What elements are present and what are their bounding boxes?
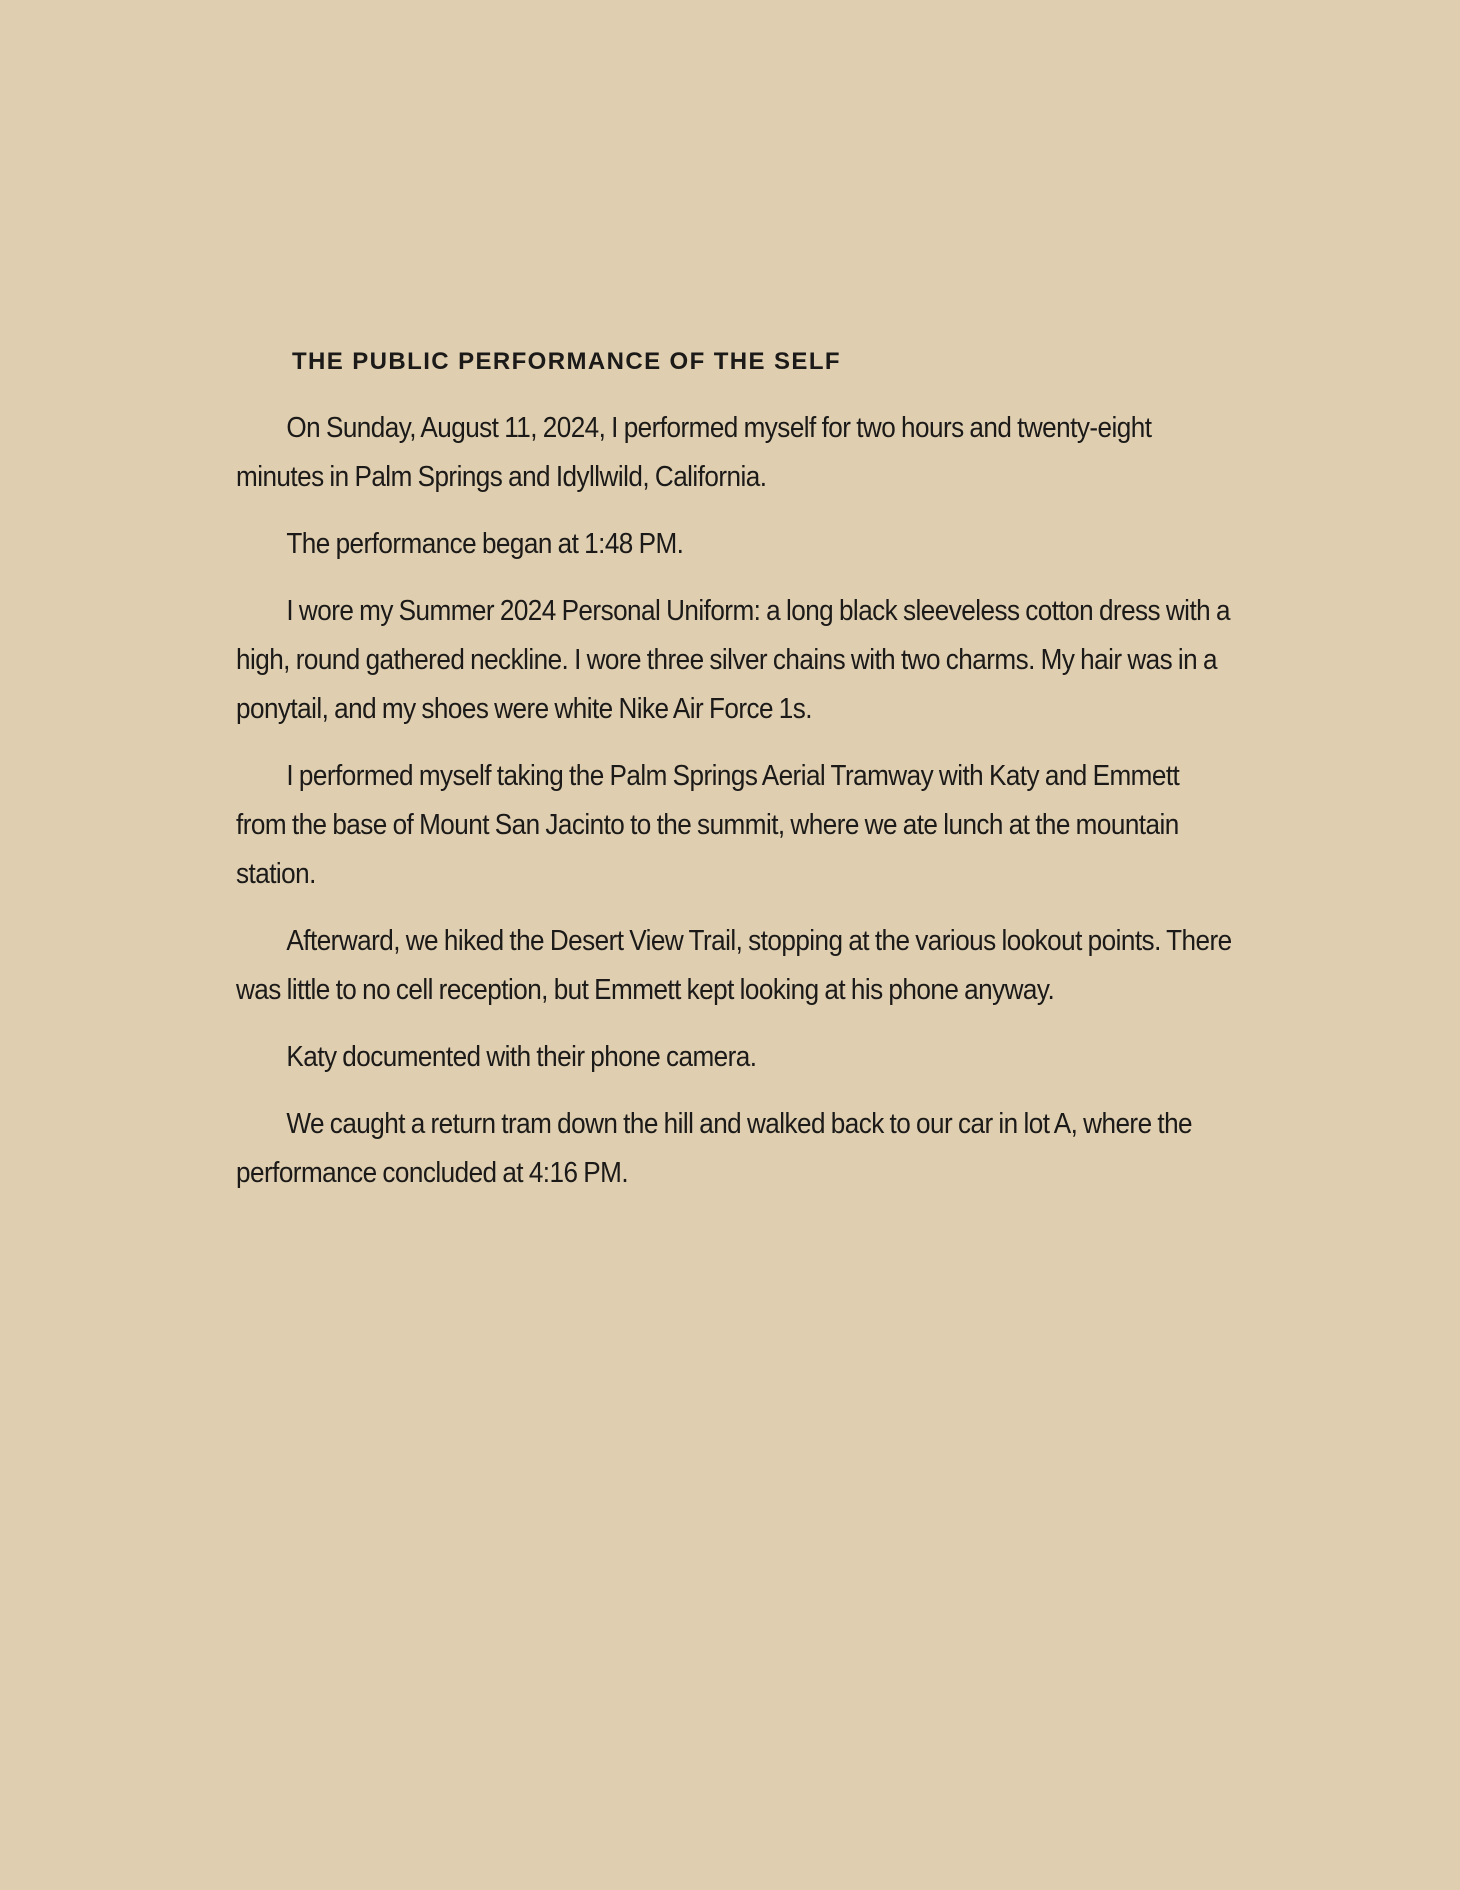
document-page bbox=[236, 340, 1246, 1216]
paragraph: Katy documented with their phone camera. bbox=[286, 1041, 757, 1073]
paragraph: Afterward, we hiked the Desert View Trail, stopping at the various lookout points. There was little to no cell reception, but Emmett kept looking at his phone anyway. bbox=[236, 925, 1232, 1006]
paragraph: The performance began at 1:48 PM. bbox=[286, 528, 684, 560]
paragraph: On Sunday, August 11, 2024, I performed myself for two hours and twenty-eight minutes in Palm Springs and Idyllwild, California. bbox=[236, 412, 1152, 493]
document-title: THE PUBLIC PERFORMANCE OF THE SELF bbox=[292, 348, 841, 375]
paragraph: I wore my Summer 2024 Personal Uniform: a long black sleeveless cotton dress with a high, round gathered neckline. I wore three silver chains with two charms. My hair was in a ponytail, and my shoes were white Nike Air Force 1s. bbox=[236, 595, 1230, 725]
paragraph: We caught a return tram down the hill and walked back to our car in lot A, where the performance concluded at 4:16 PM. bbox=[236, 1108, 1193, 1189]
paragraph: I performed myself taking the Palm Springs Aerial Tramway with Katy and Emmett from the base of Mount San Jacinto to the summit, where we ate lunch at the mountain station. bbox=[236, 760, 1180, 890]
